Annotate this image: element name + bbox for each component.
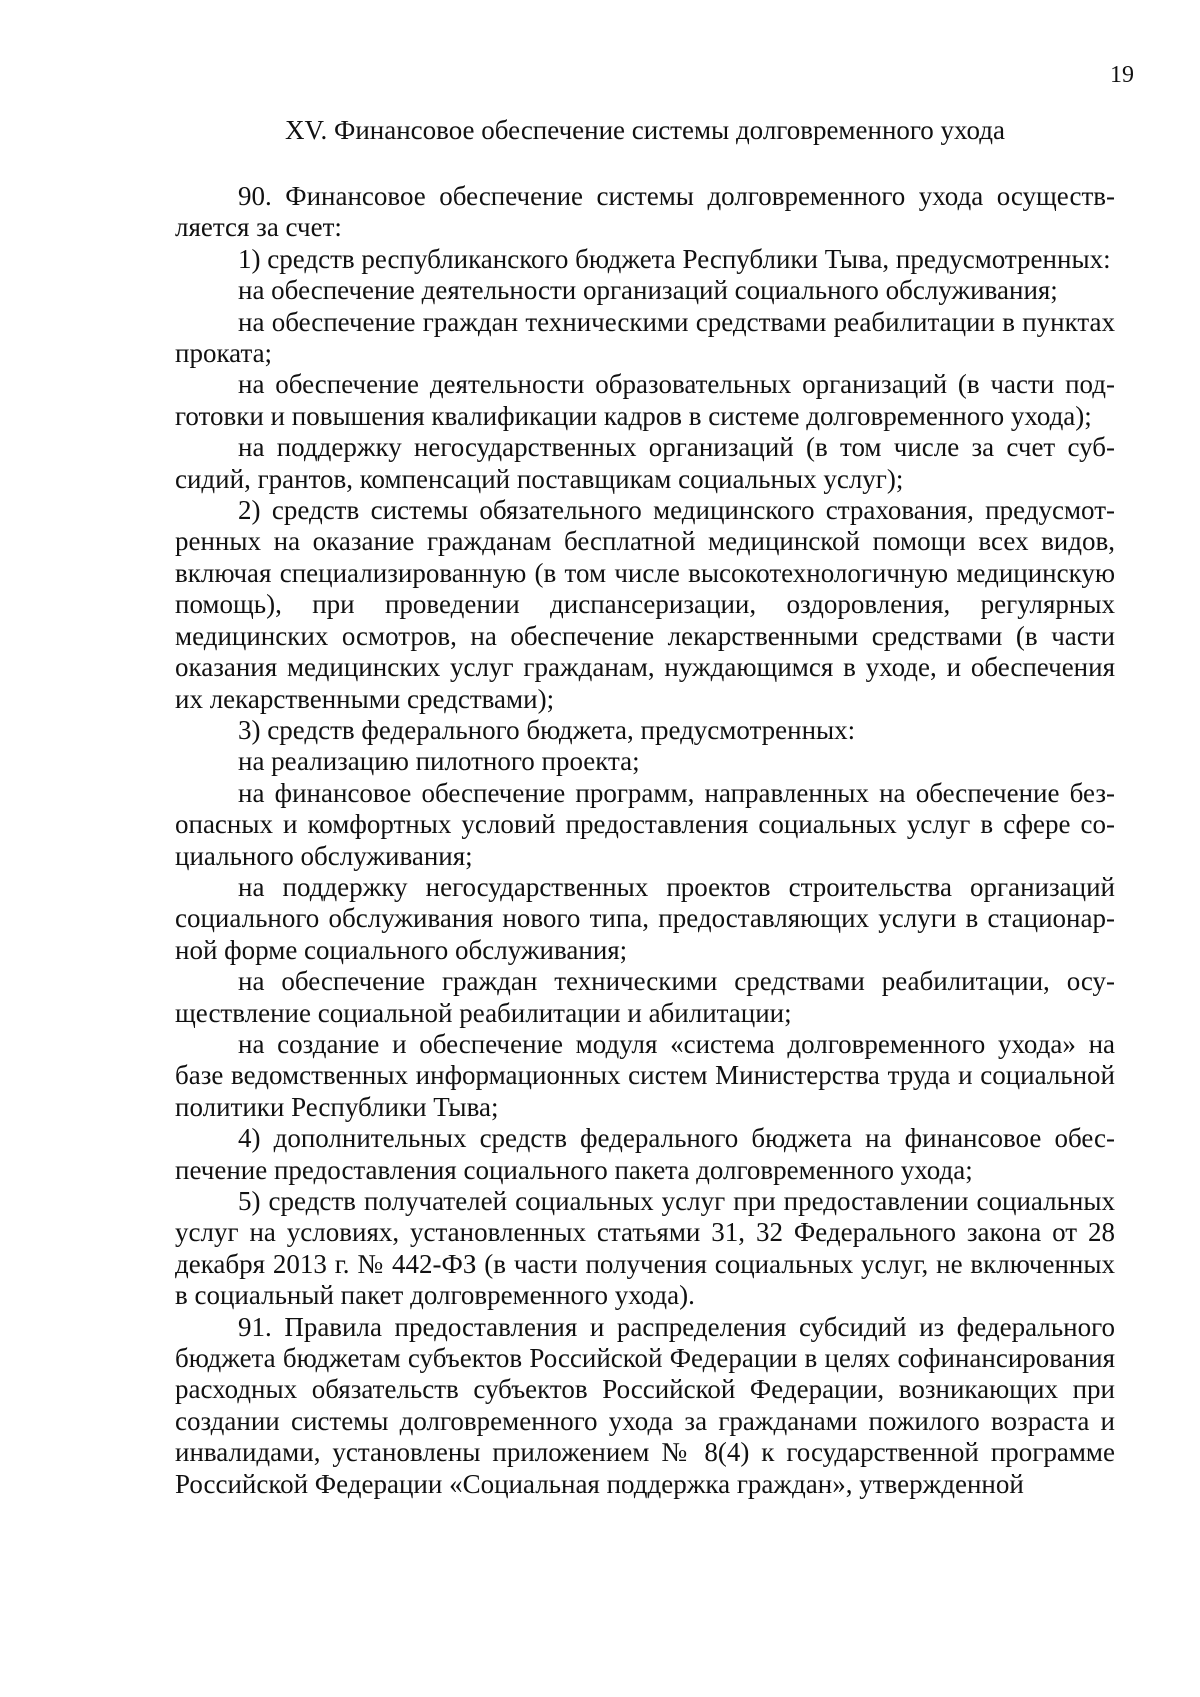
document-body [175, 181, 1115, 1500]
paragraph-90: 90. Финансовое обеспечение системы долговременного ухода осуществляется за счет: [175, 181, 1115, 243]
paragraph-item-4: 4) дополнительных средств федерального бюджета на финансовое обеспечение предоставления социального пакета долговременного ухода; [175, 1123, 1115, 1185]
section-heading: XV. Финансовое обеспечение системы долговременного ухода [285, 115, 1005, 145]
page-number: 19 [1110, 62, 1134, 88]
paragraph-item-5: 5) средств получателей социальных услуг при предоставлении социальных услуг на условиях, установленных статьями 31, 32 Федерального закона от 28 декабря 2013 г. № 442-ФЗ (в части получения социальных услуг, не включенных в социальный пакет долговременного ухода). [175, 1186, 1115, 1311]
paragraph-rehab-means: на обеспечение граждан техническими средствами реабилитации, осуществление социальной реабилитации и абилитации; [175, 966, 1115, 1028]
paragraph-item-2: 2) средств системы обязательного медицинского страхования, предусмотренных на оказание гражданам бесплатной медицинской помощи всех видов, включая специализированную (в том числе высокотехнологичную медицинскую помощь), при проведении диспансеризации, оздоровления, регулярных медицинских осмотров, на обеспечение лекарственными средствами (в части оказания медицинских услуг гражданам, нуждающимся в уходе, и обеспечения их лекарственными средствами); [175, 495, 1115, 714]
paragraph-item-3: 3) средств федерального бюджета, предусмотренных: [238, 714, 856, 745]
paragraph-91: 91. Правила предоставления и распределения субсидий из федерального бюджета бюджетам субъектов Российской Федерации в целях софинансирования расходных обязательств субъектов Российской Федерации, возникающих при создании системы долговременного ухода за гражданами пожилого возраста и инвалидами, установлены приложением № 8(4) к государственной программе Российской Федерации «Социальная поддержка граждан», утвержденной [175, 1311, 1115, 1499]
paragraph-non-state-support: на поддержку негосударственных организаций (в том числе за счет субсидий, грантов, компенсаций поставщикам социальных услуг); [175, 432, 1115, 494]
paragraph-education: на обеспечение деятельности образовательных организаций (в части подготовки и повышения квалификации кадров в системе долговременного ухода); [175, 369, 1115, 431]
paragraph-programs: на финансовое обеспечение программ, направленных на обеспечение безопасных и комфортных условий предоставления социальных услуг в сфере социального обслуживания; [175, 777, 1115, 871]
paragraph-item-1: 1) средств республиканского бюджета Республики Тыва, предусмотренных: [238, 243, 1111, 274]
paragraph-social-organizations: на обеспечение деятельности организаций социального обслуживания; [238, 275, 1058, 306]
paragraph-pilot-project: на реализацию пилотного проекта; [238, 746, 640, 777]
paragraph-non-state-projects: на поддержку негосударственных проектов строительства организаций социального обслуживания нового типа, предоставляющих услуги в стационарной форме социального обслуживания; [175, 871, 1115, 965]
paragraph-rehab-rental: на обеспечение граждан техническими средствами реабилитации в пунктах проката; [175, 306, 1115, 369]
paragraph-module: на создание и обеспечение модуля «система долговременного ухода» на базе ведомственных информационных систем Министерства труда и социальной политики Республики Тыва; [175, 1028, 1115, 1122]
